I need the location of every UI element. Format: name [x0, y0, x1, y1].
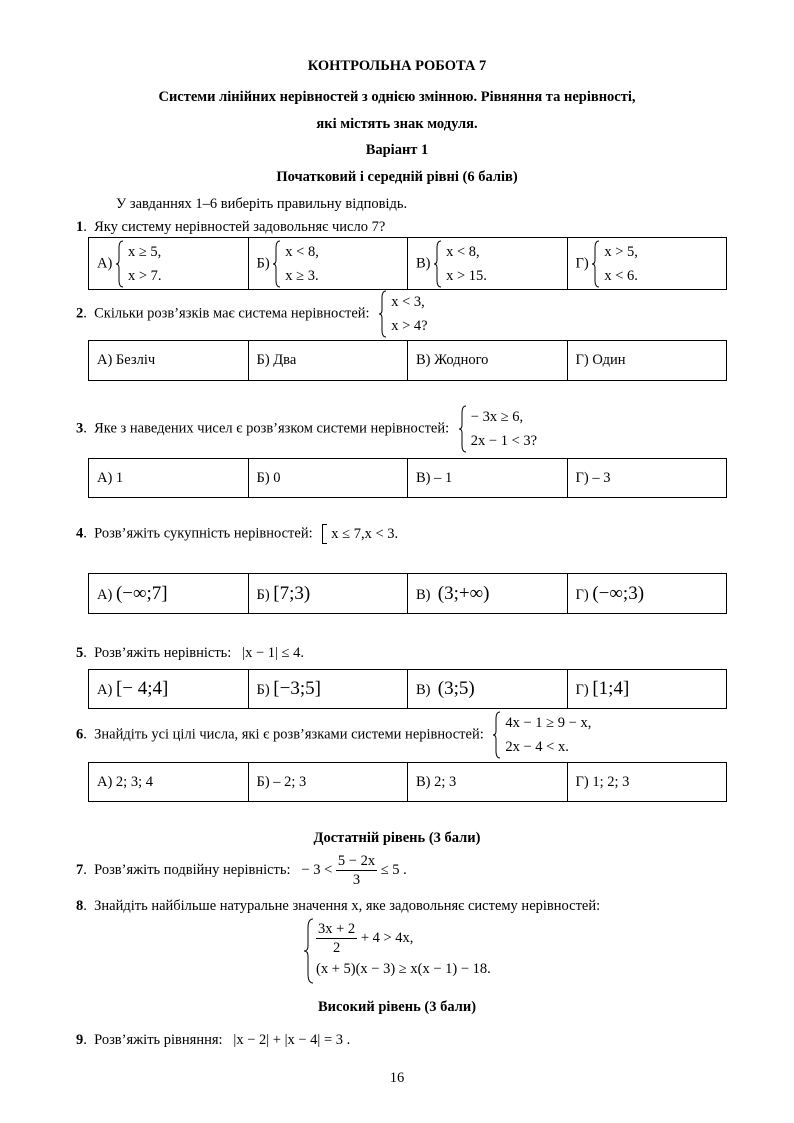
q8-line-2: (x + 5)(x − 3) ≥ x(x − 1) − 18.	[316, 961, 491, 977]
option-d[interactable]: Г) x > 5, x < 6.	[567, 238, 727, 290]
q8-line-1: $\frac{3x + 2}{2}$ + 4 > 4x,	[318, 921, 414, 956]
option-c[interactable]: В) x < 8, x > 15.	[408, 238, 568, 290]
question-4: 4. Розв’яжіть сукупність нерівностей: x ≤ 7,x < 3.	[76, 522, 398, 546]
option-b[interactable]: Б) x < 8, x ≥ 3.	[248, 238, 408, 290]
answer-table-1	[88, 237, 727, 290]
page-number: 16	[389, 1070, 405, 1086]
option-a[interactable]: А) x ≥ 5, x > 7.	[89, 238, 249, 290]
question-text: Розв’яжіть нерівність:	[94, 645, 232, 661]
inequality-5: |x − 1| ≤ 4.	[242, 645, 304, 661]
option-d[interactable]: Г) 1; 2; 3	[567, 763, 727, 802]
instruction: У завданнях 1–6 виберіть правильну відповідь.	[116, 196, 408, 212]
q7-right: ≤ 5 .	[380, 861, 407, 878]
question-text: Скільки розв’язків має система нерівностей:	[94, 305, 370, 322]
option-c[interactable]: В) (3;5)	[408, 670, 568, 709]
option-c[interactable]: В) 2; 3	[408, 763, 568, 802]
question-text: Розв’яжіть рівняння:	[94, 1032, 223, 1048]
system-3: − 3x ≥ 6, 2x − 1 < 3?	[459, 405, 537, 453]
level-heading-1: Початковий і середній рівні (6 балів)	[276, 169, 518, 185]
question-8: 8. Знайдіть найбільше натуральне значення x, яке задовольняє систему нерівностей:	[76, 898, 601, 914]
q7-left: − 3 <	[301, 861, 333, 878]
set-4: x ≤ 7,x < 3.	[322, 522, 398, 546]
variant-heading: Варіант 1	[365, 142, 429, 158]
question-5: 5. Розв’яжіть нерівність: |x − 1| ≤ 4.	[76, 645, 304, 661]
question-2: 2. Скільки розв’язків має система нерівностей: x < 3, x > 4?	[76, 290, 428, 338]
level-heading-3: Високий рівень (3 бали)	[317, 999, 477, 1015]
question-7: 7. Розв’яжіть подвійну нерівність: − 3 < $\frac{5 - 2x}{3}$ ≤ 5 .	[76, 853, 407, 888]
question-text: Розв’яжіть подвійну нерівність:	[94, 861, 291, 878]
answer-table-5	[88, 669, 727, 709]
page-title: КОНТРОЛЬНА РОБОТА 7	[307, 58, 487, 74]
option-b[interactable]: Б) Два	[248, 341, 408, 381]
question-number: 1	[76, 219, 84, 235]
subtitle-line-1: Системи лінійних нерівностей з однією змінною. Рівняння та нерівності,	[158, 89, 636, 105]
option-a[interactable]: А) Безліч	[89, 341, 249, 381]
question-text: Яку систему нерівностей задовольняє число 7?	[94, 219, 386, 235]
system-6: 4x − 1 ≥ 9 − x, 2x − 4 < x.	[493, 711, 591, 759]
option-b[interactable]: Б) [7;3)	[248, 574, 408, 614]
question-1: 1. Яку систему нерівностей задовольняє число 7?	[76, 219, 386, 235]
option-d[interactable]: Г) (−∞;3)	[567, 574, 727, 614]
option-a[interactable]: А) [− 4;4]	[89, 670, 249, 709]
option-c[interactable]: В) – 1	[408, 459, 568, 498]
option-a[interactable]: А) 1	[89, 459, 249, 498]
option-d[interactable]: Г) – 3	[567, 459, 727, 498]
question-text: Знайдіть найбільше натуральне значення x, яке задовольняє систему нерівностей:	[94, 898, 601, 914]
option-c[interactable]: В) (3;+∞)	[408, 574, 568, 614]
question-text: Яке з наведених чисел є розв’язком системи нерівностей:	[94, 420, 450, 437]
q7-fraction: $\frac{5 - 2x}{3}$	[337, 853, 376, 888]
answer-table-6	[88, 762, 727, 802]
option-b[interactable]: Б) 0	[248, 459, 408, 498]
option-a[interactable]: А) 2; 3; 4	[89, 763, 249, 802]
subtitle-line-2: які містять знак модуля.	[316, 116, 478, 132]
answer-table-4	[88, 573, 727, 614]
option-d[interactable]: Г) Один	[567, 341, 727, 381]
equation-9: |x − 2| + |x − 4| = 3 .	[233, 1032, 351, 1048]
question-text: Розв’яжіть сукупність нерівностей:	[94, 525, 313, 542]
option-c[interactable]: В) Жодного	[408, 341, 568, 381]
question-6: 6. Знайдіть усі цілі числа, які є розв’язками системи нерівностей: 4x − 1 ≥ 9 − x, 2x − 4 < x.	[76, 711, 591, 759]
option-d[interactable]: Г) [1;4]	[567, 670, 727, 709]
question-9: 9. Розв’яжіть рівняння: |x − 2| + |x − 4| = 3 .	[76, 1032, 351, 1048]
option-b[interactable]: Б) – 2; 3	[248, 763, 408, 802]
level-heading-2: Достатній рівень (3 бали)	[313, 830, 481, 846]
answer-table-2	[88, 340, 727, 381]
option-a[interactable]: А) (−∞;7]	[89, 574, 249, 614]
q8-fraction: $\frac{3x + 2}{2}$	[318, 921, 356, 956]
answer-table-3	[88, 458, 727, 498]
question-3: 3. Яке з наведених чисел є розв’язком системи нерівностей: − 3x ≥ 6, 2x − 1 < 3?	[76, 405, 537, 453]
question-text: Знайдіть усі цілі числа, які є розв’язками системи нерівностей:	[94, 726, 484, 743]
option-b[interactable]: Б) [−3;5]	[248, 670, 408, 709]
q8-brace	[304, 918, 316, 984]
system-2: x < 3, x > 4?	[379, 290, 427, 338]
